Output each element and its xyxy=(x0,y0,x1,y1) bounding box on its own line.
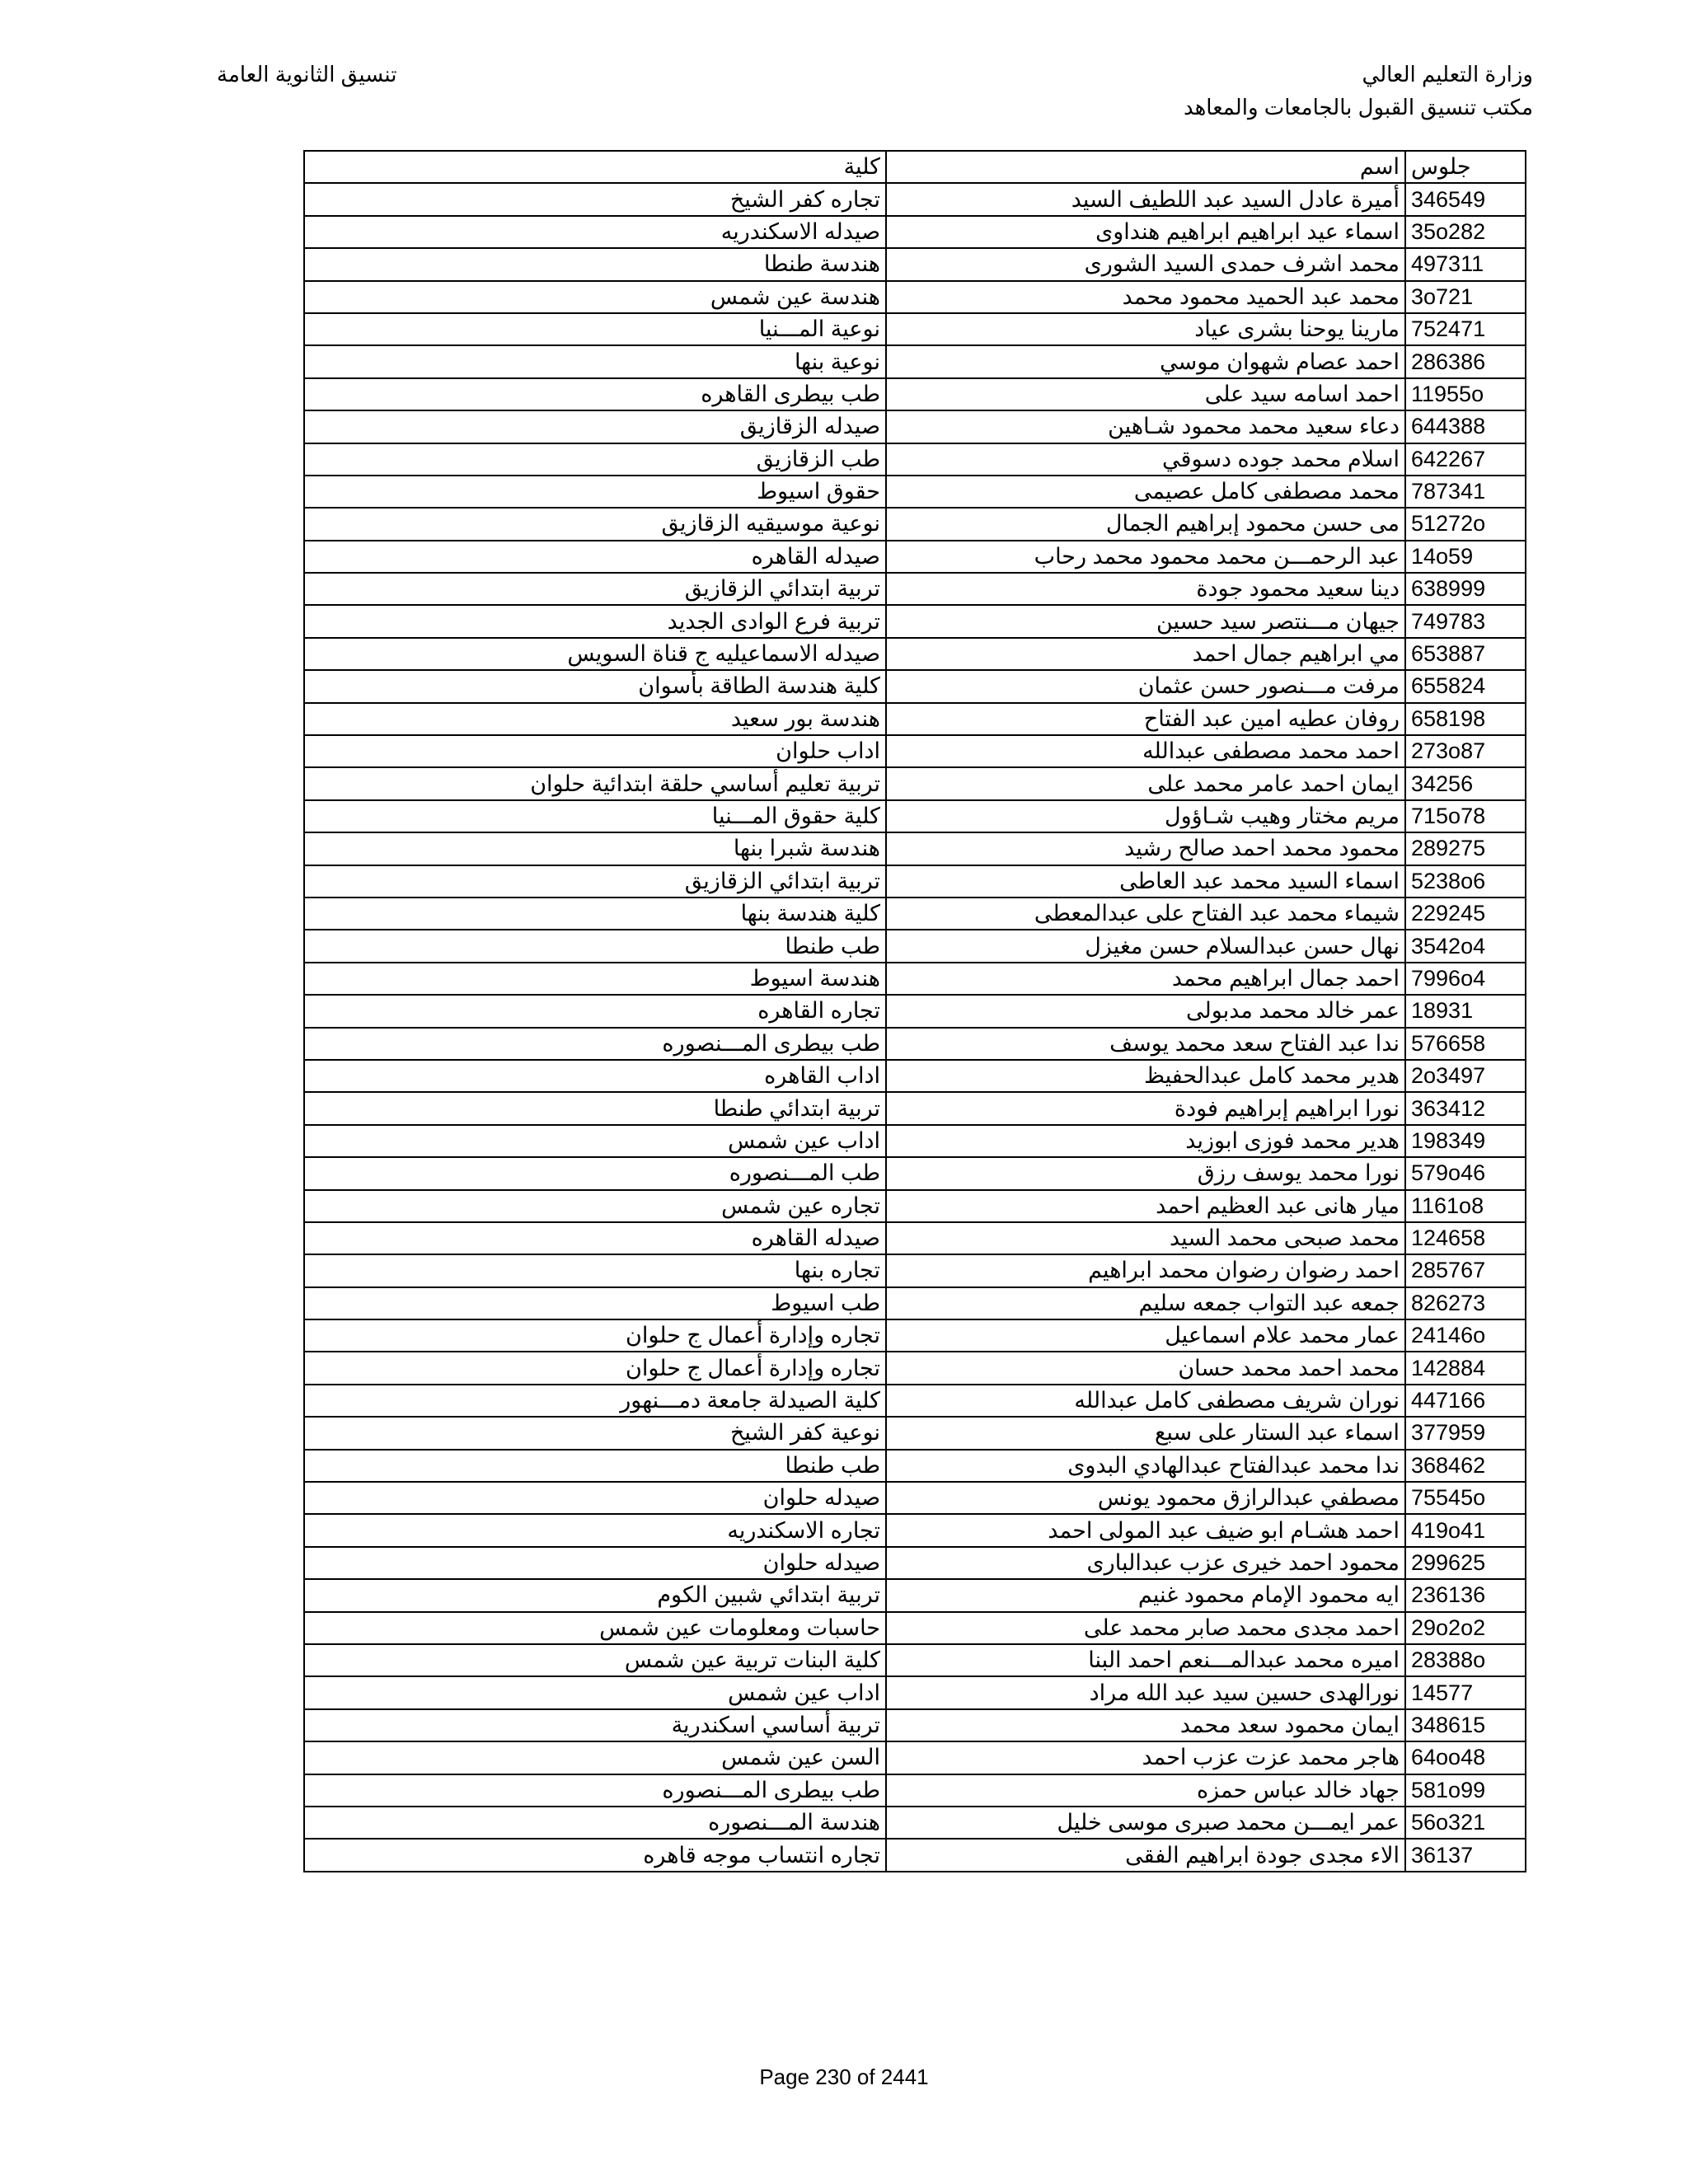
seat-number-cell: 3542o4 xyxy=(1405,930,1526,962)
table-row xyxy=(304,1644,1526,1676)
name-cell: جهاد خالد عباس حمزه xyxy=(886,1774,1405,1807)
name-cell: محمد عبد الحميد محمود محمد xyxy=(886,281,1405,313)
seat-number-cell: 29o2o2 xyxy=(1405,1612,1526,1644)
faculty-cell: اداب حلوان xyxy=(304,735,886,767)
seat-number-cell: 7996o4 xyxy=(1405,963,1526,995)
seat-number-cell: 3o721 xyxy=(1405,281,1526,313)
table-row xyxy=(304,1450,1526,1482)
table-row xyxy=(304,735,1526,767)
faculty-cell: تربية ابتدائي الزقازيق xyxy=(304,865,886,898)
name-cell: مصطفي عبدالرازق محمود يونس xyxy=(886,1482,1405,1514)
seat-number-cell: 34256 xyxy=(1405,767,1526,799)
seat-number-cell: 368462 xyxy=(1405,1450,1526,1482)
name-cell: عمار محمد علام اسماعيل xyxy=(886,1319,1405,1352)
name-cell: اميره محمد عبدالمـــنعم احمد البنا xyxy=(886,1644,1405,1676)
table-row xyxy=(304,573,1526,605)
faculty-cell: صيدله القاهره xyxy=(304,541,886,573)
name-cell: عمر خالد محمد مدبولى xyxy=(886,995,1405,1027)
seat-number-cell: 56o321 xyxy=(1405,1807,1526,1839)
faculty-cell: كلية الصيدلة جامعة دمـــنهور xyxy=(304,1385,886,1417)
table-row xyxy=(304,963,1526,995)
table-row xyxy=(304,1254,1526,1286)
faculty-cell: السن عين شمس xyxy=(304,1741,886,1774)
faculty-cell: طب بيطرى القاهره xyxy=(304,378,886,410)
table-row xyxy=(304,995,1526,1027)
table-row xyxy=(304,1287,1526,1319)
faculty-cell: صيدله القاهره xyxy=(304,1222,886,1254)
name-cell: احمد مجدى محمد صابر محمد على xyxy=(886,1612,1405,1644)
seat-number-cell: 497311 xyxy=(1405,248,1526,280)
table-row xyxy=(304,1579,1526,1611)
name-cell: هدير محمد فوزى ابوزيد xyxy=(886,1125,1405,1157)
seat-number-cell: 377959 xyxy=(1405,1417,1526,1449)
table-row xyxy=(304,313,1526,345)
table-row xyxy=(304,865,1526,898)
faculty-cell: تجاره كفر الشيخ xyxy=(304,183,886,215)
name-cell: عمر ايمـــن محمد صبرى موسى خليل xyxy=(886,1807,1405,1839)
faculty-cell: طب المـــنصوره xyxy=(304,1157,886,1189)
table-row xyxy=(304,378,1526,410)
name-cell: مريم مختار وهيب شـاؤول xyxy=(886,800,1405,832)
table-row xyxy=(304,1222,1526,1254)
name-cell: محمد مصطفى كامل عصيمى xyxy=(886,476,1405,508)
table-row xyxy=(304,1125,1526,1157)
table-row xyxy=(304,767,1526,799)
seat-number-cell: 198349 xyxy=(1405,1125,1526,1157)
seat-number-cell: 273o87 xyxy=(1405,735,1526,767)
seat-number-cell: 644388 xyxy=(1405,410,1526,443)
name-cell: نهال حسن عبدالسلام حسن مغيزل xyxy=(886,930,1405,962)
name-cell: احمد اسامه سيد على xyxy=(886,378,1405,410)
faculty-cell: نوعية المـــنيا xyxy=(304,313,886,345)
page-number: Page 230 of 2441 xyxy=(759,2064,929,2089)
seat-number-cell: 749783 xyxy=(1405,605,1526,637)
faculty-cell: طب طنطا xyxy=(304,930,886,962)
seat-number-cell: 419o41 xyxy=(1405,1514,1526,1546)
faculty-cell: كلية هندسة بنها xyxy=(304,898,886,930)
office-title: مكتب تنسيق القبول بالجامعات والمعاهد xyxy=(1183,95,1533,120)
faculty-cell: طب طنطا xyxy=(304,1450,886,1482)
faculty-cell: اداب عين شمس xyxy=(304,1676,886,1708)
name-cell: هدير محمد كامل عبدالحفيظ xyxy=(886,1060,1405,1092)
table-row xyxy=(304,1190,1526,1222)
table-row xyxy=(304,898,1526,930)
faculty-cell: طب الزقازيق xyxy=(304,443,886,476)
name-cell: روفان عطيه امين عبد الفتاح xyxy=(886,703,1405,735)
table-row xyxy=(304,1709,1526,1741)
seat-number-cell: 1161o8 xyxy=(1405,1190,1526,1222)
seat-number-cell: 363412 xyxy=(1405,1092,1526,1124)
faculty-cell: تجاره الاسكندريه xyxy=(304,1514,886,1546)
faculty-cell: صيدله الاسماعيليه ج قناة السويس xyxy=(304,638,886,670)
admission-results-table xyxy=(303,150,1526,1872)
name-cell: محمد اشرف حمدى السيد الشورى xyxy=(886,248,1405,280)
name-cell: هاجر محمد عزت عزب احمد xyxy=(886,1741,1405,1774)
seat-number-cell: 36137 xyxy=(1405,1839,1526,1871)
seat-number-cell: 5238o6 xyxy=(1405,865,1526,898)
name-cell: اسماء السيد محمد عبد العاطى xyxy=(886,865,1405,898)
name-cell: الاء مجدى جودة ابراهيم الفقى xyxy=(886,1839,1405,1871)
seat-number-cell: 14o59 xyxy=(1405,541,1526,573)
seat-number-cell: 236136 xyxy=(1405,1579,1526,1611)
seat-number-cell: 11955o xyxy=(1405,378,1526,410)
seat-number-cell: 28388o xyxy=(1405,1644,1526,1676)
table-row xyxy=(304,1612,1526,1644)
faculty-cell: هندسة بور سعيد xyxy=(304,703,886,735)
header-seat: جلوس xyxy=(1405,151,1526,183)
faculty-cell: تجاره انتساب موجه قاهره xyxy=(304,1839,886,1871)
seat-number-cell: 285767 xyxy=(1405,1254,1526,1286)
name-cell: نوران شريف مصطفى كامل عبدالله xyxy=(886,1385,1405,1417)
faculty-cell: طب بيطرى المـــنصوره xyxy=(304,1774,886,1807)
table-row xyxy=(304,832,1526,865)
seat-number-cell: 348615 xyxy=(1405,1709,1526,1741)
name-cell: دينا سعيد محمود جودة xyxy=(886,573,1405,605)
name-cell: ايمان احمد عامر محمد على xyxy=(886,767,1405,799)
table-row xyxy=(304,1319,1526,1352)
seat-number-cell: 142884 xyxy=(1405,1352,1526,1384)
name-cell: جمعه عبد التواب جمعه سليم xyxy=(886,1287,1405,1319)
table-row xyxy=(304,930,1526,962)
faculty-cell: تجاره القاهره xyxy=(304,995,886,1027)
ministry-title: وزارة التعليم العالي xyxy=(1362,62,1533,87)
name-cell: نورا محمد يوسف رزق xyxy=(886,1157,1405,1189)
name-cell: احمد رضوان رضوان محمد ابراهيم xyxy=(886,1254,1405,1286)
table-row xyxy=(304,345,1526,377)
faculty-cell: تربية ابتدائي شبين الكوم xyxy=(304,1579,886,1611)
name-cell: نورا ابراهيم إبراهيم فودة xyxy=(886,1092,1405,1124)
table-row xyxy=(304,1514,1526,1546)
table-row xyxy=(304,281,1526,313)
header-faculty: كلية xyxy=(304,151,886,183)
table-row xyxy=(304,1807,1526,1839)
name-cell: عبد الرحمـــن محمد محمود محمد رحاب xyxy=(886,541,1405,573)
table-row xyxy=(304,248,1526,280)
seat-number-cell: 579o46 xyxy=(1405,1157,1526,1189)
table-row xyxy=(304,670,1526,702)
table-row xyxy=(304,1839,1526,1871)
seat-number-cell: 2o3497 xyxy=(1405,1060,1526,1092)
table-row xyxy=(304,605,1526,637)
faculty-cell: تربية تعليم أساسي حلقة ابتدائية حلوان xyxy=(304,767,886,799)
name-cell: احمد جمال ابراهيم محمد xyxy=(886,963,1405,995)
table-row xyxy=(304,443,1526,476)
seat-number-cell: 752471 xyxy=(1405,313,1526,345)
seat-number-cell: 576658 xyxy=(1405,1028,1526,1060)
faculty-cell: صيدله الزقازيق xyxy=(304,410,886,443)
table-row xyxy=(304,183,1526,215)
faculty-cell: نوعية بنها xyxy=(304,345,886,377)
table-row xyxy=(304,476,1526,508)
table-row xyxy=(304,1157,1526,1189)
name-cell: احمد محمد مصطفى عبدالله xyxy=(886,735,1405,767)
document-section-title: تنسيق الثانوية العامة xyxy=(217,62,397,87)
faculty-cell: هندسة طنطا xyxy=(304,248,886,280)
faculty-cell: تربية ابتدائي طنطا xyxy=(304,1092,886,1124)
seat-number-cell: 658198 xyxy=(1405,703,1526,735)
faculty-cell: صيدله حلوان xyxy=(304,1547,886,1579)
seat-number-cell: 75545o xyxy=(1405,1482,1526,1514)
seat-number-cell: 655824 xyxy=(1405,670,1526,702)
seat-number-cell: 581o99 xyxy=(1405,1774,1526,1807)
name-cell: احمد هشـام ابو ضيف عبد المولى احمد xyxy=(886,1514,1405,1546)
name-cell: محمد احمد محمد حسان xyxy=(886,1352,1405,1384)
name-cell: اسماء عبد الستار على سبع xyxy=(886,1417,1405,1449)
name-cell: محمود احمد خيرى عزب عبدالبارى xyxy=(886,1547,1405,1579)
table-row xyxy=(304,216,1526,248)
faculty-cell: صيدله حلوان xyxy=(304,1482,886,1514)
name-cell: ايمان محمود سعد محمد xyxy=(886,1709,1405,1741)
seat-number-cell: 14577 xyxy=(1405,1676,1526,1708)
seat-number-cell: 787341 xyxy=(1405,476,1526,508)
seat-number-cell: 18931 xyxy=(1405,995,1526,1027)
name-cell: مرفت مـــنصور حسن عثمان xyxy=(886,670,1405,702)
table-row xyxy=(304,638,1526,670)
faculty-cell: تجاره وإدارة أعمال ج حلوان xyxy=(304,1352,886,1384)
seat-number-cell: 35o282 xyxy=(1405,216,1526,248)
table-row xyxy=(304,1385,1526,1417)
name-cell: محمد صبحى محمد السيد xyxy=(886,1222,1405,1254)
header-name: اسم xyxy=(886,151,1405,183)
name-cell: اسماء عيد ابراهيم ابراهيم هنداوى xyxy=(886,216,1405,248)
table-header-row xyxy=(304,151,1526,183)
name-cell: اسلام محمد جوده دسوقي xyxy=(886,443,1405,476)
faculty-cell: هندسة شبرا بنها xyxy=(304,832,886,865)
table-row xyxy=(304,1417,1526,1449)
table-row xyxy=(304,1774,1526,1807)
faculty-cell: تجاره بنها xyxy=(304,1254,886,1286)
faculty-cell: كلية هندسة الطاقة بأسوان xyxy=(304,670,886,702)
faculty-cell: تجاره وإدارة أعمال ج حلوان xyxy=(304,1319,886,1352)
name-cell: ندا عبد الفتاح سعد محمد يوسف xyxy=(886,1028,1405,1060)
faculty-cell: نوعية كفر الشيخ xyxy=(304,1417,886,1449)
faculty-cell: تجاره عين شمس xyxy=(304,1190,886,1222)
name-cell: احمد عصام شهوان موسي xyxy=(886,345,1405,377)
faculty-cell: حقوق اسيوط xyxy=(304,476,886,508)
name-cell: شيماء محمد عبد الفتاح على عبدالمعطى xyxy=(886,898,1405,930)
seat-number-cell: 447166 xyxy=(1405,1385,1526,1417)
seat-number-cell: 642267 xyxy=(1405,443,1526,476)
name-cell: مي ابراهيم جمال احمد xyxy=(886,638,1405,670)
table-row xyxy=(304,703,1526,735)
faculty-cell: اداب القاهره xyxy=(304,1060,886,1092)
seat-number-cell: 346549 xyxy=(1405,183,1526,215)
faculty-cell: حاسبات ومعلومات عين شمس xyxy=(304,1612,886,1644)
table-row xyxy=(304,1741,1526,1774)
faculty-cell: هندسة المـــنصوره xyxy=(304,1807,886,1839)
seat-number-cell: 124658 xyxy=(1405,1222,1526,1254)
faculty-cell: تربية ابتدائي الزقازيق xyxy=(304,573,886,605)
name-cell: ندا محمد عبدالفتاح عبدالهادي البدوى xyxy=(886,1450,1405,1482)
seat-number-cell: 299625 xyxy=(1405,1547,1526,1579)
table-row xyxy=(304,800,1526,832)
faculty-cell: اداب عين شمس xyxy=(304,1125,886,1157)
seat-number-cell: 229245 xyxy=(1405,898,1526,930)
faculty-cell: نوعية موسيقيه الزقازيق xyxy=(304,508,886,540)
seat-number-cell: 289275 xyxy=(1405,832,1526,865)
name-cell: مى حسن محمود إبراهيم الجمال xyxy=(886,508,1405,540)
faculty-cell: طب بيطرى المـــنصوره xyxy=(304,1028,886,1060)
seat-number-cell: 653887 xyxy=(1405,638,1526,670)
faculty-cell: هندسة اسيوط xyxy=(304,963,886,995)
seat-number-cell: 286386 xyxy=(1405,345,1526,377)
seat-number-cell: 51272o xyxy=(1405,508,1526,540)
seat-number-cell: 64oo48 xyxy=(1405,1741,1526,1774)
seat-number-cell: 638999 xyxy=(1405,573,1526,605)
table-row xyxy=(304,1676,1526,1708)
seat-number-cell: 715o78 xyxy=(1405,800,1526,832)
seat-number-cell: 826273 xyxy=(1405,1287,1526,1319)
faculty-cell: طب اسيوط xyxy=(304,1287,886,1319)
table-row xyxy=(304,1352,1526,1384)
table-row xyxy=(304,1547,1526,1579)
name-cell: دعاء سعيد محمد محمود شـاهين xyxy=(886,410,1405,443)
faculty-cell: كلية حقوق المـــنيا xyxy=(304,800,886,832)
name-cell: نورالهدى حسين سيد عبد الله مراد xyxy=(886,1676,1405,1708)
faculty-cell: تربية فرع الوادى الجديد xyxy=(304,605,886,637)
faculty-cell: صيدله الاسكندريه xyxy=(304,216,886,248)
name-cell: جيهان مـــنتصر سيد حسين xyxy=(886,605,1405,637)
name-cell: محمود محمد احمد صالح رشيد xyxy=(886,832,1405,865)
faculty-cell: كلية البنات تربية عين شمس xyxy=(304,1644,886,1676)
table-row xyxy=(304,1028,1526,1060)
table-row xyxy=(304,508,1526,540)
name-cell: مارينا يوحنا بشرى عياد xyxy=(886,313,1405,345)
table-row xyxy=(304,410,1526,443)
seat-number-cell: 24146o xyxy=(1405,1319,1526,1352)
name-cell: أميرة عادل السيد عبد اللطيف السيد xyxy=(886,183,1405,215)
name-cell: ميار هانى عبد العظيم احمد xyxy=(886,1190,1405,1222)
faculty-cell: تربية أساسي اسكندرية xyxy=(304,1709,886,1741)
table-row xyxy=(304,1060,1526,1092)
name-cell: ايه محمود الإمام محمود غنيم xyxy=(886,1579,1405,1611)
table-row xyxy=(304,1482,1526,1514)
table-row xyxy=(304,1092,1526,1124)
faculty-cell: هندسة عين شمس xyxy=(304,281,886,313)
table-row xyxy=(304,541,1526,573)
